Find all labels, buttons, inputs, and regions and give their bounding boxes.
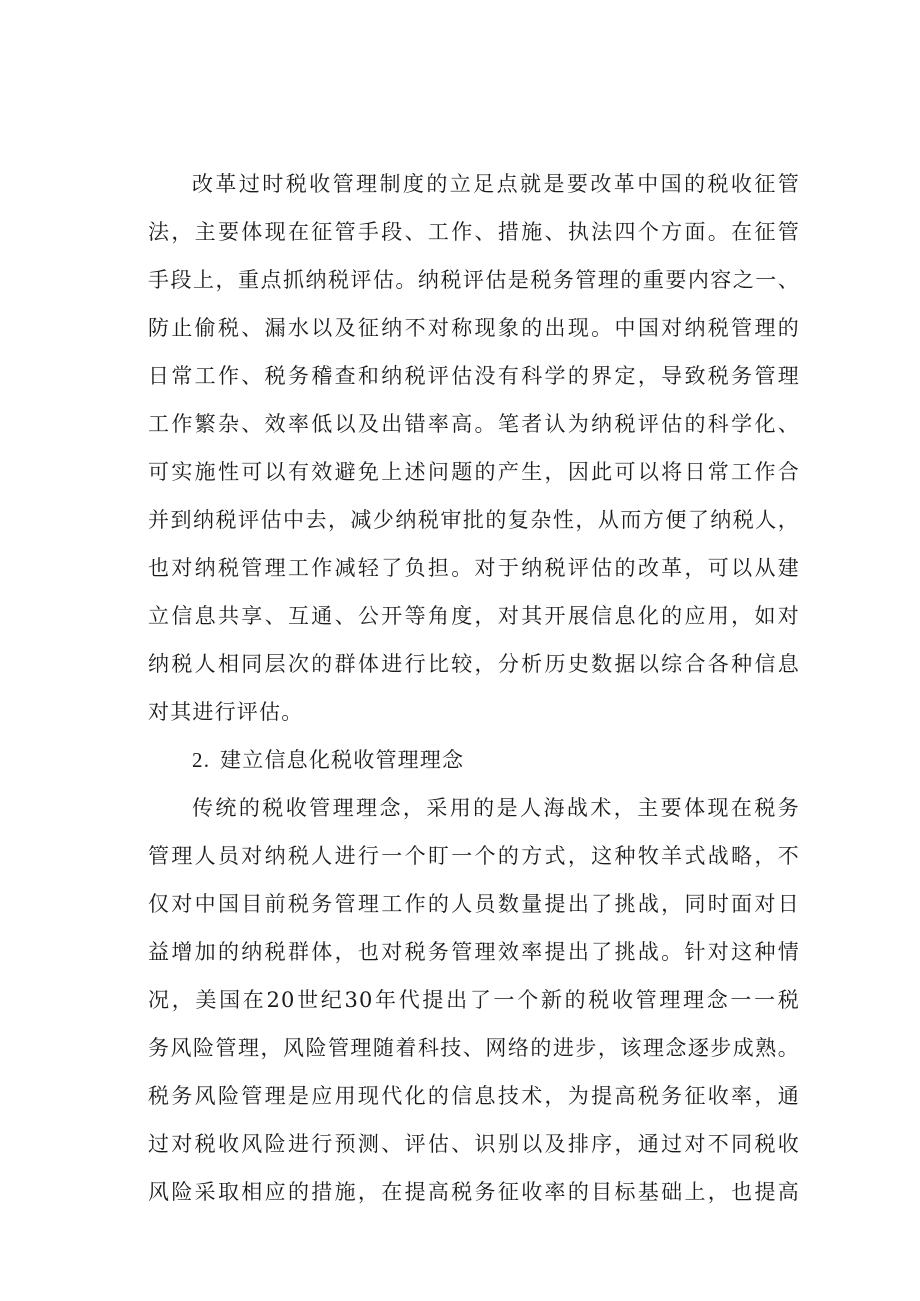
paragraph-line: 改革过时税收管理制度的立足点就是要改革中国的税收征管 — [192, 172, 800, 196]
paragraph-line: 仅对中国目前税务管理工作的人员数量提出了挑战，同时面对日 — [148, 892, 800, 916]
paragraph-line: 况，美国在20世纪30年代提出了一个新的税收管理理念一一税 — [148, 988, 800, 1012]
paragraph-line: 工作繁杂、效率低以及出错率高。笔者认为纳税评估的科学化、 — [148, 412, 800, 436]
paragraph-line: 日常工作、税务稽查和纳税评估没有科学的界定，导致税务管理 — [148, 364, 800, 388]
paragraph-line: 风险采取相应的措施，在提高税务征收率的目标基础上，也提高 — [148, 1180, 800, 1204]
section-title: 建立信息化税收管理理念 — [220, 748, 465, 772]
paragraph-line: 并到纳税评估中去，减少纳税审批的复杂性，从而方便了纳税人， — [148, 508, 800, 532]
paragraph-1 — [148, 160, 800, 736]
paragraph-2 — [148, 784, 800, 1216]
paragraph-line: 手段上，重点抓纳税评估。纳税评估是税务管理的重要内容之一、 — [148, 268, 800, 292]
paragraph-line: 管理人员对纳税人进行一个盯一个的方式，这种牧羊式战略，不 — [148, 844, 800, 868]
paragraph-line: 法，主要体现在征管手段、工作、措施、执法四个方面。在征管 — [148, 220, 800, 244]
body-text — [148, 160, 800, 1216]
paragraph-line: 纳税人相同层次的群体进行比较，分析历史数据以综合各种信息 — [148, 652, 800, 676]
paragraph-line: 税务风险管理是应用现代化的信息技术，为提高税务征收率，通 — [148, 1084, 800, 1108]
section-number: 2. — [192, 748, 211, 772]
section-heading — [148, 736, 800, 784]
paragraph-line: 益增加的纳税群体，也对税务管理效率提出了挑战。针对这种情 — [148, 940, 800, 964]
paragraph-line: 传统的税收管理理念，采用的是人海战术，主要体现在税务 — [192, 796, 800, 820]
paragraph-line: 对其进行评估。 — [148, 700, 304, 724]
paragraph-line: 过对税收风险进行预测、评估、识别以及排序，通过对不同税收 — [148, 1132, 800, 1156]
paragraph-line: 防止偷税、漏水以及征纳不对称现象的出现。中国对纳税管理的 — [148, 316, 800, 340]
paragraph-line: 也对纳税管理工作减轻了负担。对于纳税评估的改革，可以从建 — [148, 556, 800, 580]
paragraph-line: 立信息共享、互通、公开等角度，对其开展信息化的应用，如对 — [148, 604, 800, 628]
paragraph-line: 务风险管理，风险管理随着科技、网络的进步，该理念逐步成熟。 — [148, 1036, 800, 1060]
paragraph-line: 可实施性可以有效避免上述问题的产生，因此可以将日常工作合 — [148, 460, 800, 484]
